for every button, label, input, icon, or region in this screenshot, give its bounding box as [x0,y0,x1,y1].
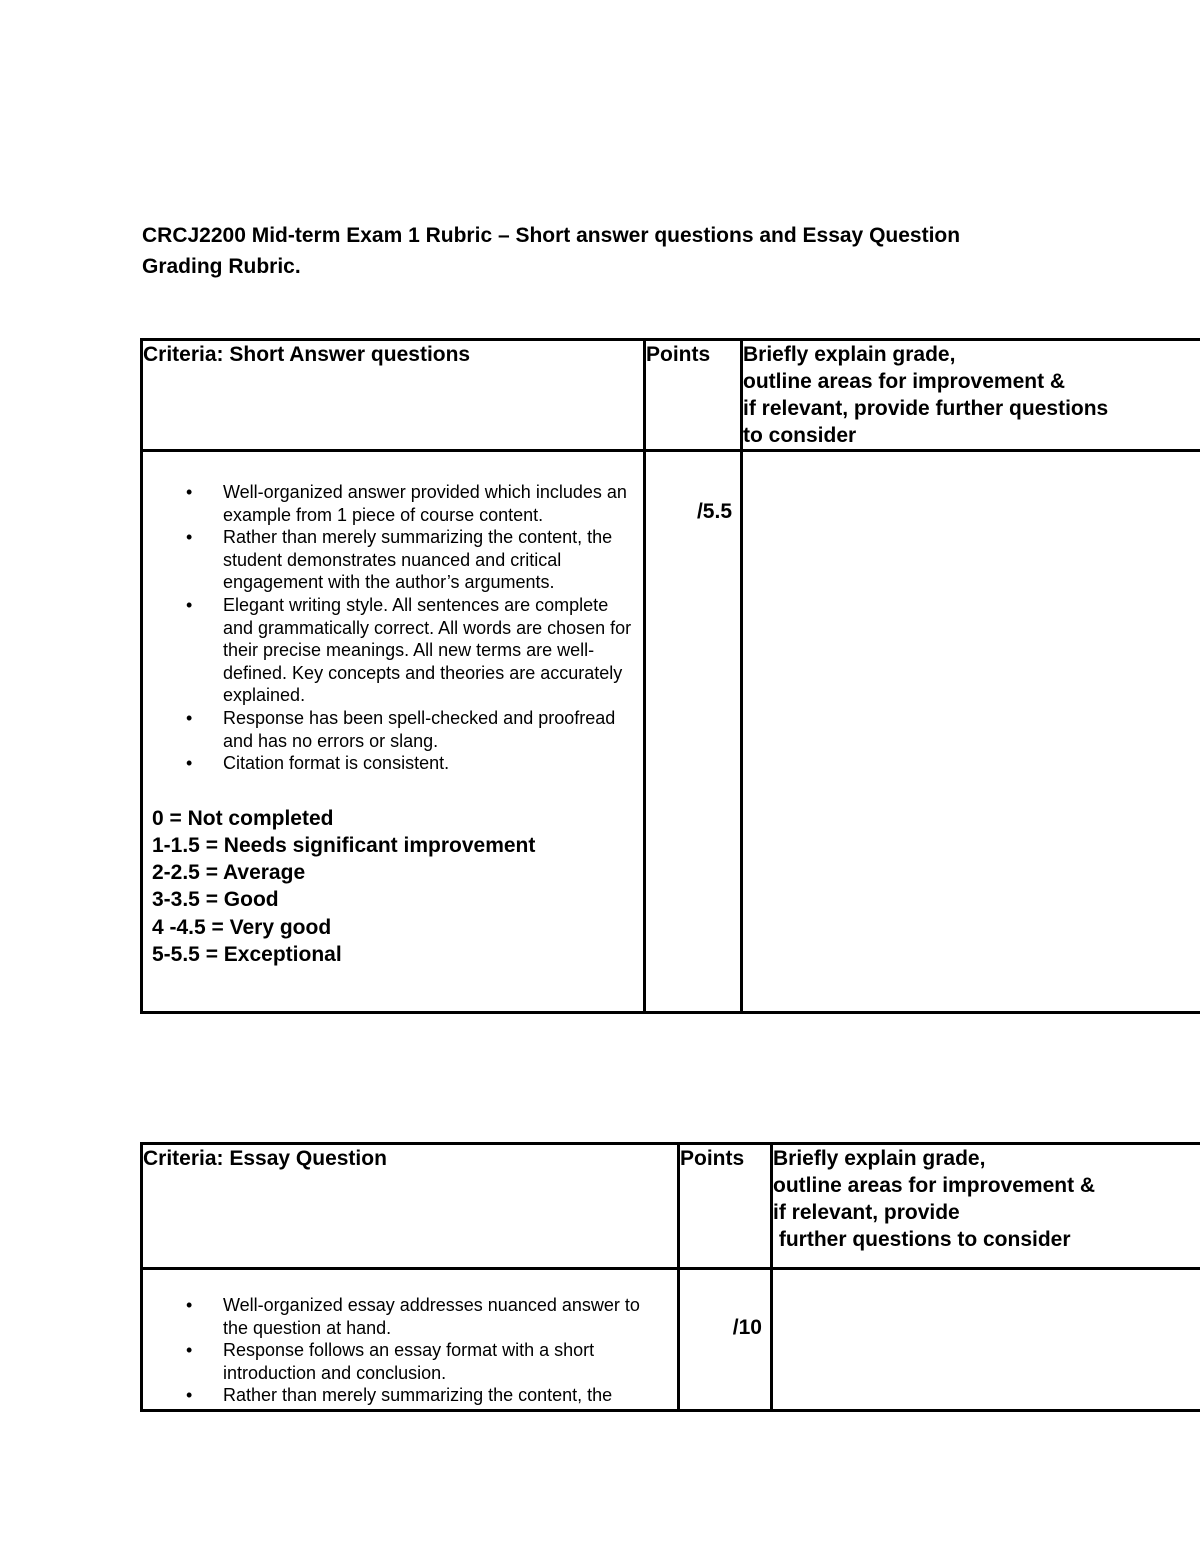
table-header-row [142,340,1200,451]
feedback-cell[interactable] [742,451,1200,1013]
list-item: • Elegant writing style. All sentences are complete and grammatically correct. All words are chosen for their precise meanings. All new terms are well-defined. Key concepts and theories are accurately explained. [223,594,633,707]
list-item: • Response follows an essay format with a short introduction and conclusion. [223,1339,663,1384]
scale-item: 0 = Not completed [152,806,334,830]
list-item: • Well-organized essay addresses nuanced answer to the question at hand. [223,1294,663,1339]
list-item: • Rather than merely summarizing the content, the [223,1384,663,1407]
points-header: Points [645,340,742,451]
explain-header: Briefly explain grade, outline areas for improvement & if relevant, provide further questions to consider [772,1144,1200,1269]
criteria-header: Criteria: Short Answer questions [142,340,645,451]
title-line-1: CRCJ2200 Mid-term Exam 1 Rubric – Short answer questions and Essay Question [142,224,961,247]
explain-header: Briefly explain grade, outline areas for improvement & if relevant, provide further questions to consider [742,340,1200,451]
essay-rubric-table [140,1142,1200,1412]
list-item: • Rather than merely summarizing the content, the student demonstrates nuanced and critical engagement with the author’s arguments. [223,526,633,594]
criteria-list [143,481,633,775]
short-answer-rubric-table [140,338,1200,1014]
table-header-row [142,1144,1200,1269]
table-body-row [142,451,1200,1013]
points-cell [645,451,742,1013]
grading-scale [143,805,643,968]
scale-item: 4 -4.5 = Very good [152,915,332,939]
points-value: /10 [732,1316,762,1339]
table-body-row [142,1269,1200,1411]
points-header: Points [679,1144,772,1269]
list-item: • Well-organized answer provided which includes an example from 1 piece of course content. [223,481,633,526]
list-item: • Citation format is consistent. [223,752,633,775]
title-line-2: Grading Rubric. [142,255,301,278]
criteria-cell [142,451,645,1013]
feedback-cell[interactable] [772,1269,1200,1411]
criteria-cell [142,1269,679,1411]
scale-item: 5-5.5 = Exceptional [152,942,342,966]
points-value: /5.5 [696,500,732,523]
document-title [142,220,1142,282]
criteria-list [143,1294,663,1407]
scale-item: 3-3.5 = Good [152,888,279,912]
points-cell [679,1269,772,1411]
scale-item: 1-1.5 = Needs significant improvement [152,833,536,857]
criteria-header: Criteria: Essay Question [142,1144,679,1269]
list-item: • Response has been spell-checked and proofread and has no errors or slang. [223,707,633,752]
scale-item: 2-2.5 = Average [152,861,306,885]
